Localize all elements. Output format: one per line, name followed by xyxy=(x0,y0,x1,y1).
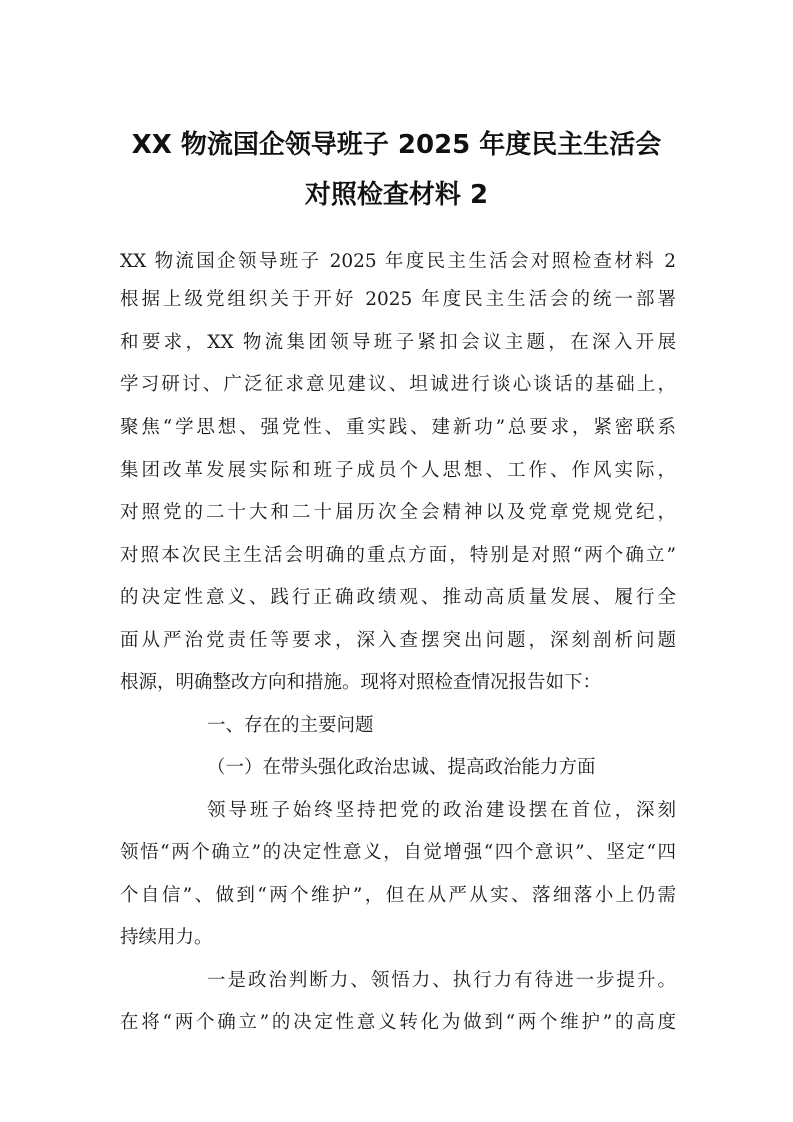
document-title-line-2: 对照检查材料 2 xyxy=(304,180,489,210)
body-line: 领悟“两个确立”的决定性意义，自觉增强“四个意识”、坚定“四 xyxy=(120,842,676,863)
body-line: 集团改革发展实际和班子成员个人思想、工作、作风实际， xyxy=(120,460,676,481)
body-line: XX 物流国企领导班子 2025 年度民主生活会对照检查材料 2 xyxy=(120,251,676,272)
body-line: 对照党的二十大和二十届历次全会精神以及党章党规党纪， xyxy=(120,502,676,523)
body-line: 和要求，XX 物流集团领导班子紧扣会议主题，在深入开展 xyxy=(120,332,676,353)
body-line: 对照本次民主生活会明确的重点方面，特别是对照“两个确立” xyxy=(120,545,676,566)
body-line: 一是政治判断力、领悟力、执行力有待进一步提升。 xyxy=(207,970,676,991)
body-line: 个自信”、做到“两个维护”，但在从严从实、落细落小上仍需 xyxy=(120,885,676,906)
body-line: 根据上级党组织关于开好 2025 年度民主生活会的统一部署 xyxy=(120,289,676,310)
body-line: 持续用力。 xyxy=(120,927,213,948)
body-line: 聚焦“学思想、强党性、重实践、建新功”总要求，紧密联系 xyxy=(120,417,676,438)
document-title-line-1: XX 物流国企领导班子 2025 年度民主生活会 xyxy=(131,130,662,160)
body-line: 的决定性意义、践行正确政绩观、推动高质量发展、履行全 xyxy=(120,587,676,608)
subsection-heading: （一）在带头强化政治忠诚、提高政治能力方面 xyxy=(207,757,596,778)
body-line: 根源，明确整改方向和措施。现将对照检查情况报告如下： xyxy=(120,672,602,693)
body-line: 在将“两个确立”的决定性意义转化为做到“两个维护”的高度 xyxy=(120,1012,676,1033)
body-line: 学习研讨、广泛征求意见建议、坦诚进行谈心谈话的基础上， xyxy=(120,374,676,395)
body-line: 面从严治党责任等要求，深入查摆突出问题，深刻剖析问题 xyxy=(120,630,676,651)
section-heading: 一、存在的主要问题 xyxy=(207,715,374,736)
body-line: 领导班子始终坚持把党的政治建设摆在首位，深刻 xyxy=(207,800,676,821)
